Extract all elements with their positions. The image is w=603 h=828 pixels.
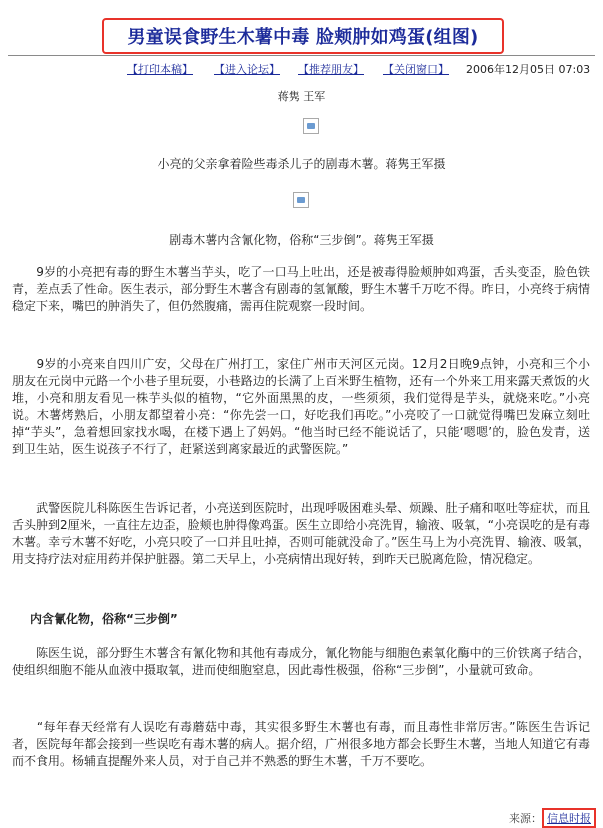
broken-image-icon: [293, 192, 309, 208]
paragraph-1: 9岁的小亮把有毒的野生木薯当芋头，吃了一口马上吐出，还是被毒得脸颊肿如鸡蛋，舌头变歪，脸色铁青，差点丢了性命。医生表示，部分野生木薯含有剧毒的氢氰酸，野生木薯千万吃不得。昨日，小亮终于病情稳定下来，嘴巴的肿消失了，但仍然腹痛，需再住院观察一段时间。: [12, 265, 590, 313]
recommend-link[interactable]: 【推荐朋友】: [298, 63, 364, 76]
source-label: 来源：: [509, 812, 542, 825]
broken-image-icon: [303, 118, 319, 134]
author-line: 蒋隽 王军: [277, 90, 326, 103]
publish-date: 2006年12月05日 07:03: [466, 63, 591, 76]
paragraph-3: 武警医院儿科陈医生告诉记者，小亮送到医院时，出现呼吸困难头晕、烦躁、肚子痛和呕吐等症状，而且舌头肿到2厘米，一直往左边歪，脸颊也肿得像鸡蛋。医生立即给小亮洗胃，输液、吸氧，“小亮误吃的是有毒木薯。幸亏木薯不好吃，小亮只咬了一口并且吐掉，否则可能就没命了。”医生马上为小亮洗胃、输液、吸氧，用支持疗法对症用药并保护脏器。第二天早上，小亮病情出现好转，到昨天已脱离危险，情况稳定。: [12, 501, 590, 566]
section-subheading: 内含氰化物，俗称“三步倒”: [30, 612, 178, 626]
title-divider: [8, 55, 595, 56]
article-toolbar: [0, 61, 603, 77]
paragraph-2: 9岁的小亮来自四川广安，父母在广州打工，家住广州市天河区元岗。12月2日晚9点钟，小亮和三个小朋友在元岗中元路一个小巷子里玩耍，小巷路边的长满了上百米野生植物，还有一个外来工用来露天煮饭的火堆，小亮和朋友看见一株芋头似的植物，“它外面黑黑的皮，一些须须，我们觉得是芋头，就烧来吃。”小亮说。木薯烤熟后，小朋友都望着小亮：“你先尝一口，好吃我们再吃。”小亮咬了一口就觉得嘴巴发麻立刻吐掉“芋头”，急着想回家找水喝，在楼下遇上了妈妈。“他当时已经不能说话了，只能‘嗯嗯’的，脸色发青，送到卫生站，医生说孩子不行了，赶紧送到离家最近的武警医院。”: [12, 357, 590, 456]
image-caption-2: 剧毒木薯内含氰化物，俗称“三步倒”。蒋隽王军摄: [169, 233, 434, 247]
print-link[interactable]: 【打印本稿】: [127, 63, 193, 76]
paragraph-4: 陈医生说，部分野生木薯含有氰化物和其他有毒成分，氰化物能与细胞色素氧化酶中的三价铁离子结合，使组织细胞不能从血液中摄取氧，进而使细胞窒息，因此毒性极强，俗称“三步倒”，小量就可致命。: [12, 646, 590, 677]
source-link[interactable]: 信息时报: [542, 808, 596, 828]
title-highlight-box: [102, 18, 504, 54]
forum-link[interactable]: 【进入论坛】: [214, 63, 280, 76]
article-title: 男童误食野生木薯中毒 脸颊肿如鸡蛋(组图): [127, 27, 479, 48]
close-window-link[interactable]: 【关闭窗口】: [383, 63, 449, 76]
image-caption-1: 小亮的父亲拿着险些毒杀儿子的剧毒木薯。蒋隽王军摄: [157, 157, 446, 171]
article-source: [509, 808, 596, 828]
paragraph-5: “每年春天经常有人误吃有毒蘑菇中毒，其实很多野生木薯也有毒，而且毒性非常厉害。”陈医生告诉记者，医院每年都会接到一些误吃有毒木薯的病人。据介绍，广州很多地方都会长野生木薯，当地人知道它有毒而不食用。杨辅直提醒外来人员，对于自己并不熟悉的野生木薯，千万不要吃。: [12, 720, 590, 768]
